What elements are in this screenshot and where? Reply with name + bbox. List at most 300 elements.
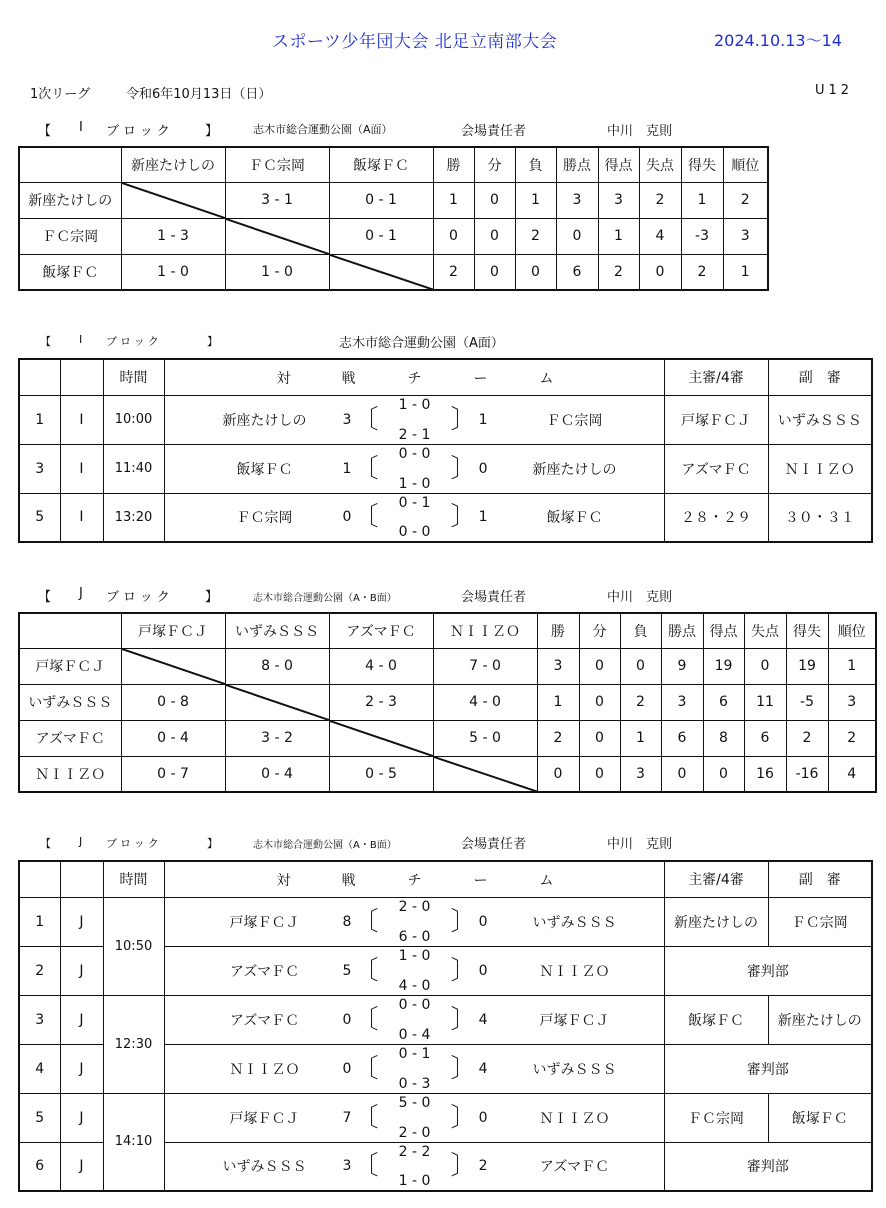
match-no: 5 <box>19 1093 60 1142</box>
stat-cell: 0 <box>474 218 515 254</box>
stat-cell: 4 <box>828 756 876 792</box>
result-cell: 0 - 5 <box>329 756 433 792</box>
stat-cell: 3 <box>723 218 768 254</box>
stat-cell: 6 <box>744 720 786 756</box>
stat-cell: 3 <box>620 756 661 792</box>
block-j-schedule-manager-name: 中川 克則 <box>607 837 673 852</box>
block-j-schedule-letter: J <box>79 835 83 848</box>
right-bracket-icon: 〕 <box>450 453 477 484</box>
score-box <box>335 445 495 493</box>
home-score: 0 <box>342 509 352 526</box>
stat-cell: 1 <box>515 182 556 218</box>
col-header: いずみＳＳＳ <box>225 613 329 648</box>
col-header: 新座たけしの <box>121 147 225 182</box>
match-no: 2 <box>19 946 60 995</box>
block-j-schedule-manager-label: 会場責任者 <box>461 837 527 852</box>
stat-cell: 0 <box>579 720 620 756</box>
stat-cell: 1 <box>681 182 723 218</box>
header-time: 時間 <box>103 861 164 897</box>
referee: アズマＦＣ <box>664 444 768 493</box>
away-score: 0 <box>478 1109 488 1126</box>
second-half-score: 2 - 1 <box>398 426 431 443</box>
first-half-score: 0 - 0 <box>398 996 431 1013</box>
result-cell: 0 - 7 <box>121 756 225 792</box>
header-char: 戦 <box>341 371 356 387</box>
col-header: 勝 <box>537 613 579 648</box>
left-bracket-icon: 〔 <box>352 453 379 484</box>
home-score: 0 <box>342 1011 352 1028</box>
match-row <box>19 444 872 493</box>
stat-cell: 1 <box>828 648 876 684</box>
stat-cell: 0 <box>703 756 744 792</box>
diagonal-cell <box>433 756 537 792</box>
header-block <box>60 359 103 395</box>
match-block: J <box>60 946 103 995</box>
match-teams <box>164 995 664 1044</box>
header-char: ム <box>539 873 554 889</box>
match-no: 5 <box>19 493 60 542</box>
match-row <box>19 493 872 542</box>
stat-cell: 0 <box>579 648 620 684</box>
result-cell: 3 - 1 <box>225 182 329 218</box>
match-teams <box>164 444 664 493</box>
match-no: 1 <box>19 395 60 444</box>
match-no: 3 <box>19 444 60 493</box>
stat-cell: 4 <box>639 218 681 254</box>
block-i-standings-letter: I <box>79 120 83 135</box>
stat-cell: 3 <box>556 182 598 218</box>
table-row <box>19 218 768 254</box>
header-teams <box>164 359 664 395</box>
block-i-manager-label: 会場責任者 <box>461 124 527 139</box>
away-score: 4 <box>478 1060 488 1077</box>
diagonal-line <box>226 685 329 720</box>
home-team: アズマＦＣ <box>229 963 300 980</box>
left-bracket-icon: 〔 <box>352 1102 379 1133</box>
schedule-header-row <box>19 861 872 897</box>
block-j-schedule-bracket-close: 】 <box>207 837 218 850</box>
assistant-referee: ３０・３１ <box>768 493 872 542</box>
stat-cell: 2 <box>681 254 723 290</box>
diagonal-line <box>330 255 433 290</box>
score-box <box>335 1045 495 1093</box>
col-header: ＮＩＩＺＯ <box>433 613 537 648</box>
assistant-referee: いずみＳＳＳ <box>768 395 872 444</box>
table-row <box>19 254 768 290</box>
stat-cell: 2 <box>620 684 661 720</box>
match-row <box>19 395 872 444</box>
score-box <box>335 396 495 444</box>
second-half-score: 2 - 0 <box>398 1124 431 1141</box>
stat-cell: 1 <box>537 684 579 720</box>
match-time: 10:50 <box>103 897 164 995</box>
result-cell: 1 - 3 <box>121 218 225 254</box>
stat-cell: -3 <box>681 218 723 254</box>
result-cell: 4 - 0 <box>329 648 433 684</box>
header-referee: 主審/4審 <box>664 359 768 395</box>
left-bracket-icon: 〔 <box>352 1151 379 1182</box>
table-row <box>19 684 876 720</box>
table-row <box>19 720 876 756</box>
stat-cell: 6 <box>703 684 744 720</box>
diagonal-line <box>330 721 433 756</box>
header-char: 戦 <box>341 873 356 889</box>
stat-cell: 0 <box>537 756 579 792</box>
result-cell: 3 - 2 <box>225 720 329 756</box>
col-header: 分 <box>474 147 515 182</box>
block-i-manager-name: 中川 克則 <box>607 124 673 139</box>
match-no: 4 <box>19 1044 60 1093</box>
away-team: ＮＩＩＺＯ <box>539 963 610 980</box>
diagonal-line <box>122 649 225 684</box>
right-bracket-icon: 〕 <box>450 1004 477 1035</box>
block-i-standings-table <box>18 146 769 291</box>
col-header: ＦＣ宗岡 <box>225 147 329 182</box>
result-cell: 2 - 3 <box>329 684 433 720</box>
result-cell: 0 - 1 <box>329 218 433 254</box>
second-half-score: 0 - 3 <box>398 1075 431 1092</box>
result-cell: 0 - 8 <box>121 684 225 720</box>
away-team: アズマＦＣ <box>539 1159 610 1176</box>
left-bracket-icon: 〔 <box>352 502 379 533</box>
block-j-standings-bracket-close: 】 <box>205 590 219 605</box>
block-j-manager-label: 会場責任者 <box>461 590 527 605</box>
block-i-schedule-venue: 志木市総合運動公園（A面） <box>339 336 504 351</box>
score-box <box>335 1143 495 1191</box>
stat-cell: 0 <box>474 254 515 290</box>
referee: ＦＣ宗岡 <box>664 1093 768 1142</box>
page-title: スポーツ少年団大会 北足立南部大会 <box>272 32 558 52</box>
right-bracket-icon: 〕 <box>450 1102 477 1133</box>
first-half-score: 2 - 2 <box>398 1143 431 1160</box>
home-team: 飯塚ＦＣ <box>236 461 293 478</box>
stat-cell: 0 <box>433 218 474 254</box>
match-block: I <box>60 493 103 542</box>
block-i-schedule-letter: I <box>79 333 83 346</box>
col-header: 負 <box>620 613 661 648</box>
away-score: 0 <box>478 913 488 930</box>
match-teams <box>164 1142 664 1191</box>
stat-cell: 6 <box>556 254 598 290</box>
second-half-score: 1 - 0 <box>398 475 431 492</box>
match-teams <box>164 493 664 542</box>
header-no <box>19 359 60 395</box>
block-i-schedule-word: ブロック <box>106 335 162 348</box>
block-j-schedule-bracket-open: 【 <box>40 837 51 850</box>
result-cell: 1 - 0 <box>225 254 329 290</box>
corner-cell <box>19 147 121 182</box>
home-team: 新座たけしの <box>222 412 307 429</box>
stat-cell: 16 <box>744 756 786 792</box>
match-no: 1 <box>19 897 60 946</box>
away-score: 4 <box>478 1011 488 1028</box>
left-bracket-icon: 〔 <box>352 1053 379 1084</box>
match-teams <box>164 946 664 995</box>
away-score: 2 <box>478 1158 488 1175</box>
team-name: 新座たけしの <box>19 182 121 218</box>
right-bracket-icon: 〕 <box>450 502 477 533</box>
match-block: J <box>60 995 103 1044</box>
match-block: J <box>60 1142 103 1191</box>
col-header: 得失 <box>786 613 828 648</box>
result-cell: 0 - 4 <box>225 756 329 792</box>
stat-cell: -5 <box>786 684 828 720</box>
first-half-score: 0 - 1 <box>398 494 431 511</box>
match-teams <box>164 395 664 444</box>
col-header: 得失 <box>681 147 723 182</box>
stat-cell: 0 <box>620 648 661 684</box>
score-box <box>335 1094 495 1142</box>
team-name: いずみＳＳＳ <box>19 684 121 720</box>
stat-cell: 2 <box>828 720 876 756</box>
right-bracket-icon: 〕 <box>450 1053 477 1084</box>
first-half-score: 0 - 1 <box>398 1045 431 1062</box>
stat-cell: 2 <box>515 218 556 254</box>
referee: ２８・２９ <box>664 493 768 542</box>
header-char: チ <box>407 873 422 889</box>
referee: 新座たけしの <box>664 897 768 946</box>
header-time: 時間 <box>103 359 164 395</box>
header-char: ー <box>473 371 488 387</box>
stat-cell: 6 <box>661 720 703 756</box>
league-label: 1次リーグ <box>30 87 91 102</box>
diagonal-line <box>122 183 225 218</box>
corner-cell <box>19 613 121 648</box>
match-no: 6 <box>19 1142 60 1191</box>
result-cell: 7 - 0 <box>433 648 537 684</box>
col-header: 勝点 <box>661 613 703 648</box>
home-score: 8 <box>342 913 352 930</box>
col-header: 順位 <box>723 147 768 182</box>
block-j-standings-bracket-open: 【 <box>38 590 52 605</box>
col-header: 失点 <box>744 613 786 648</box>
match-time: 12:30 <box>103 995 164 1093</box>
category-label: U12 <box>815 83 854 98</box>
match-teams <box>164 1044 664 1093</box>
standings-header-row <box>19 613 876 648</box>
block-j-standings-venue: 志木市総合運動公園（A・B面） <box>253 593 397 604</box>
header-teams <box>164 861 664 897</box>
left-bracket-icon: 〔 <box>352 955 379 986</box>
header-char: チ <box>407 371 422 387</box>
standings-header-row <box>19 147 768 182</box>
block-i-standings-venue: 志木市総合運動公園（A面） <box>253 123 393 136</box>
first-half-score: 5 - 0 <box>398 1094 431 1111</box>
home-team: いずみＳＳＳ <box>222 1159 307 1176</box>
home-score: 1 <box>342 460 352 477</box>
table-row <box>19 756 876 792</box>
result-cell: 5 - 0 <box>433 720 537 756</box>
stat-cell: 2 <box>433 254 474 290</box>
block-i-schedule-table <box>18 358 873 543</box>
table-row <box>19 182 768 218</box>
left-bracket-icon: 〔 <box>352 1004 379 1035</box>
result-cell: 1 - 0 <box>121 254 225 290</box>
stat-cell: 19 <box>786 648 828 684</box>
home-score: 3 <box>342 411 352 428</box>
first-half-score: 0 - 0 <box>398 445 431 462</box>
header-char: 対 <box>276 873 291 889</box>
away-score: 1 <box>478 509 488 526</box>
referee-dept: 審判部 <box>664 946 872 995</box>
result-cell: 4 - 0 <box>433 684 537 720</box>
second-half-score: 4 - 0 <box>398 977 431 994</box>
block-j-standings-word: ブロック <box>106 590 174 605</box>
left-bracket-icon: 〔 <box>352 404 379 435</box>
team-name: ＦＣ宗岡 <box>19 218 121 254</box>
block-i-standings-bracket-close: 】 <box>205 124 219 139</box>
away-team: 飯塚ＦＣ <box>546 510 603 527</box>
home-score: 7 <box>342 1109 352 1126</box>
stat-cell: 3 <box>828 684 876 720</box>
stat-cell: 1 <box>723 254 768 290</box>
stat-cell: 0 <box>579 684 620 720</box>
stat-cell: 0 <box>639 254 681 290</box>
stat-cell: 8 <box>703 720 744 756</box>
home-team: ＮＩＩＺＯ <box>229 1061 300 1078</box>
tournament-date: 2024.10.13～14 <box>714 31 842 50</box>
stat-cell: 0 <box>515 254 556 290</box>
diagonal-cell <box>329 720 433 756</box>
right-bracket-icon: 〕 <box>450 1151 477 1182</box>
match-time: 11:40 <box>103 444 164 493</box>
block-j-standings-table <box>18 612 877 793</box>
stat-cell: 2 <box>723 182 768 218</box>
stat-cell: 2 <box>639 182 681 218</box>
referee: 戸塚ＦＣＪ <box>664 395 768 444</box>
stat-cell: 3 <box>661 684 703 720</box>
match-teams <box>164 897 664 946</box>
right-bracket-icon: 〕 <box>450 955 477 986</box>
first-half-score: 1 - 0 <box>398 396 431 413</box>
diagonal-line <box>226 219 329 254</box>
col-header: 得点 <box>703 613 744 648</box>
diagonal-line <box>434 757 537 792</box>
schedule-header-row <box>19 359 872 395</box>
away-team: ＮＩＩＺＯ <box>539 1110 610 1127</box>
match-block: J <box>60 897 103 946</box>
match-block: I <box>60 444 103 493</box>
header-referee: 主審/4審 <box>664 861 768 897</box>
match-row <box>19 995 872 1044</box>
team-name: 飯塚ＦＣ <box>19 254 121 290</box>
col-header: 失点 <box>639 147 681 182</box>
away-team: 新座たけしの <box>532 461 617 478</box>
away-score: 1 <box>478 411 488 428</box>
stat-cell: 11 <box>744 684 786 720</box>
block-j-schedule-venue: 志木市総合運動公園（A・B面） <box>253 840 397 851</box>
stat-cell: 3 <box>537 648 579 684</box>
stat-cell: 0 <box>579 756 620 792</box>
team-name: アズマＦＣ <box>19 720 121 756</box>
assistant-referee: 飯塚ＦＣ <box>768 1093 872 1142</box>
header-block <box>60 861 103 897</box>
score-box <box>335 494 495 542</box>
header-char: ー <box>473 873 488 889</box>
col-header: 分 <box>579 613 620 648</box>
match-date: 令和6年10月13日（日） <box>126 87 272 102</box>
stat-cell: 1 <box>620 720 661 756</box>
col-header: 負 <box>515 147 556 182</box>
col-header: 順位 <box>828 613 876 648</box>
match-block: J <box>60 1044 103 1093</box>
match-time: 13:20 <box>103 493 164 542</box>
stat-cell: 0 <box>556 218 598 254</box>
diagonal-cell <box>329 254 433 290</box>
stat-cell: 0 <box>474 182 515 218</box>
referee-dept: 審判部 <box>664 1142 872 1191</box>
first-half-score: 2 - 0 <box>398 898 431 915</box>
away-team: いずみＳＳＳ <box>532 1061 617 1078</box>
stat-cell: 1 <box>598 218 639 254</box>
match-time: 14:10 <box>103 1093 164 1191</box>
stat-cell: 9 <box>661 648 703 684</box>
diagonal-cell <box>121 648 225 684</box>
referee-dept: 審判部 <box>664 1044 872 1093</box>
stat-cell: 1 <box>433 182 474 218</box>
match-row <box>19 897 872 946</box>
table-row <box>19 648 876 684</box>
assistant-referee: 新座たけしの <box>768 995 872 1044</box>
result-cell: 8 - 0 <box>225 648 329 684</box>
match-row <box>19 1093 872 1142</box>
team-name: ＮＩＩＺＯ <box>19 756 121 792</box>
block-i-standings-bracket-open: 【 <box>38 124 52 139</box>
stat-cell: -16 <box>786 756 828 792</box>
block-i-schedule-bracket-close: 】 <box>207 335 218 348</box>
assistant-referee: ＮＩＩＺＯ <box>768 444 872 493</box>
second-half-score: 1 - 0 <box>398 1173 431 1189</box>
result-cell: 0 - 1 <box>329 182 433 218</box>
stat-cell: 2 <box>537 720 579 756</box>
home-score: 5 <box>342 962 352 979</box>
header-char: 対 <box>276 371 291 387</box>
team-name: 戸塚ＦＣＪ <box>19 648 121 684</box>
away-team: ＦＣ宗岡 <box>546 412 603 429</box>
home-team: 戸塚ＦＣＪ <box>229 1110 300 1127</box>
header-char: ム <box>539 371 554 387</box>
away-team: いずみＳＳＳ <box>532 914 617 931</box>
score-box <box>335 947 495 995</box>
match-teams <box>164 1093 664 1142</box>
stat-cell: 19 <box>703 648 744 684</box>
second-half-score: 0 - 0 <box>398 524 431 540</box>
result-cell: 0 - 4 <box>121 720 225 756</box>
stat-cell: 2 <box>786 720 828 756</box>
header-no <box>19 861 60 897</box>
col-header: 飯塚ＦＣ <box>329 147 433 182</box>
match-time: 10:00 <box>103 395 164 444</box>
col-header: アズマＦＣ <box>329 613 433 648</box>
col-header: 戸塚ＦＣＪ <box>121 613 225 648</box>
home-team: 戸塚ＦＣＪ <box>229 914 300 931</box>
assistant-referee: ＦＣ宗岡 <box>768 897 872 946</box>
diagonal-cell <box>121 182 225 218</box>
second-half-score: 0 - 4 <box>398 1026 431 1043</box>
match-block: J <box>60 1093 103 1142</box>
away-team: 戸塚ＦＣＪ <box>539 1012 610 1029</box>
block-i-standings-word: ブロック <box>106 124 174 139</box>
second-half-score: 6 - 0 <box>398 928 431 945</box>
block-j-manager-name: 中川 克則 <box>607 590 673 605</box>
away-score: 0 <box>478 460 488 477</box>
referee: 飯塚ＦＣ <box>664 995 768 1044</box>
header-assistant: 副 審 <box>768 359 872 395</box>
block-j-schedule-table <box>18 860 873 1192</box>
home-team: ＦＣ宗岡 <box>236 510 293 527</box>
home-score: 3 <box>342 1158 352 1175</box>
left-bracket-icon: 〔 <box>352 906 379 937</box>
